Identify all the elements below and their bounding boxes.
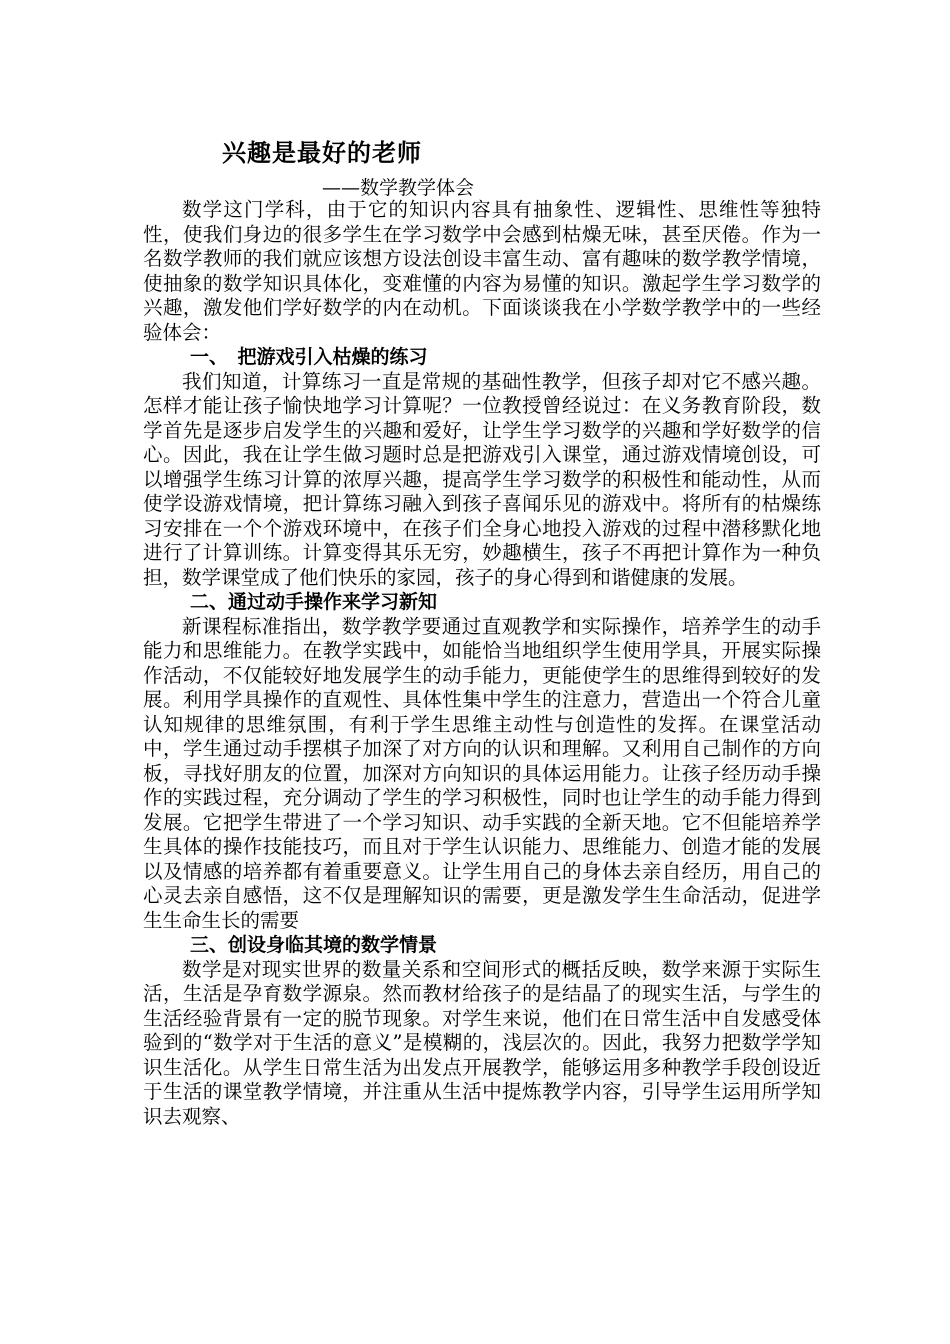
section-paragraph-1: 我们知道，计算练习一直是常规的基础性教学，但孩子却对它不感兴趣。怎样才能让孩子愉快地学习计算呢？一位教授曾经说过：在义务教育阶段，数学首先是逐步启发学生的兴趣和爱好，让学生学习数学的兴趣和学好数学的信心。因此，我在让学生做习题时总是把游戏引入课堂，通过游戏情境创设，可以增强学生练习计算的浓厚兴趣，提高学生学习数学的积极性和能动性，从而使学设游戏情境，把计算练习融入到孩子喜闻乐见的游戏中。将所有的枯燥练习安排在一个个游戏环境中，在孩子们全身心地投入游戏的过程中潜移默化地进行了计算训练。计算变得其乐无穷，妙趣横生，孩子不再把计算作为一种负担，数学课堂成了他们快乐的家园，孩子的身心得到和谐健康的发展。 xyxy=(143,369,821,589)
section-paragraph-3: 数学是对现实世界的数量关系和空间形式的概括反映，数学来源于实际生活，生活是孕育数学源泉。然而教材给孩子的是结晶了的现实生活，与学生的生活经验背景有一定的脱节现象。对学生来说，他们在日常生活中自发感受体验到的“数学对于生活的意义”是模糊的，浅层次的。因此，我努力把数学学知识生活化。从学生日常生活为出发点开展教学，能够运用多种教学手段创设近于生活的课堂教学情境，并注重从生活中提炼教学内容，引导学生运用所学知识去观察、 xyxy=(143,957,821,1128)
section-heading-3: 三、创设身临其境的数学情景 xyxy=(190,934,438,956)
document-body xyxy=(143,198,821,1129)
section-paragraph-2: 新课程标准指出，数学教学要通过直观教学和实际操作，培养学生的动手能力和思维能力。在教学实践中，如能恰当地组织学生使用学具，开展实际操作活动，不仅能较好地发展学生的动手能力，更能使学生的思维得到较好的发展。利用学具操作的直观性、具体性集中学生的注意力，营造出一个符合儿童认知规律的思维氛围，有利于学生思维主动性与创造性的发挥。在课堂活动中，学生通过动手摆棋子加深了对方向的认识和理解。又利用自己制作的方向板，寻找好朋友的位置，加深对方向知识的具体运用能力。让孩子经历动手操作的实践过程，充分调动了学生的学习积极性，同时也让学生的动手能力得到发展。它把学生带进了一个学习知识、动手实践的全新天地。它不但能培养学生具体的操作技能技巧，而且对于学生认识能力、思维能力、创造才能的发展以及情感的培养都有着重要意义。让学生用自己的身体去亲自经历，用自己的心灵去亲自感悟，这不仅是理解知识的需要，更是激发学生生命活动，促进学生生命生长的需要 xyxy=(143,614,821,932)
section-heading-2: 二、通过动手操作来学习新知 xyxy=(190,591,438,613)
section-heading-1: 一、 把游戏引入枯燥的练习 xyxy=(190,346,428,368)
page-subtitle: ——数学教学体会 xyxy=(322,177,475,199)
page-title: 兴趣是最好的老师 xyxy=(222,139,422,167)
intro-paragraph: 数学这门学科，由于它的知识内容具有抽象性、逻辑性、思维性等独特性，使我们身边的很多学生在学习数学中会感到枯燥无味，甚至厌倦。作为一名数学教师的我们就应该想方设法创设丰富生动、富有趣味的数学教学情境，使抽象的数学知识具体化，变难懂的内容为易懂的知识。激起学生学习数学的兴趣，激发他们学好数学的内在动机。下面谈谈我在小学数学教学中的一些经验体会： xyxy=(143,198,821,344)
